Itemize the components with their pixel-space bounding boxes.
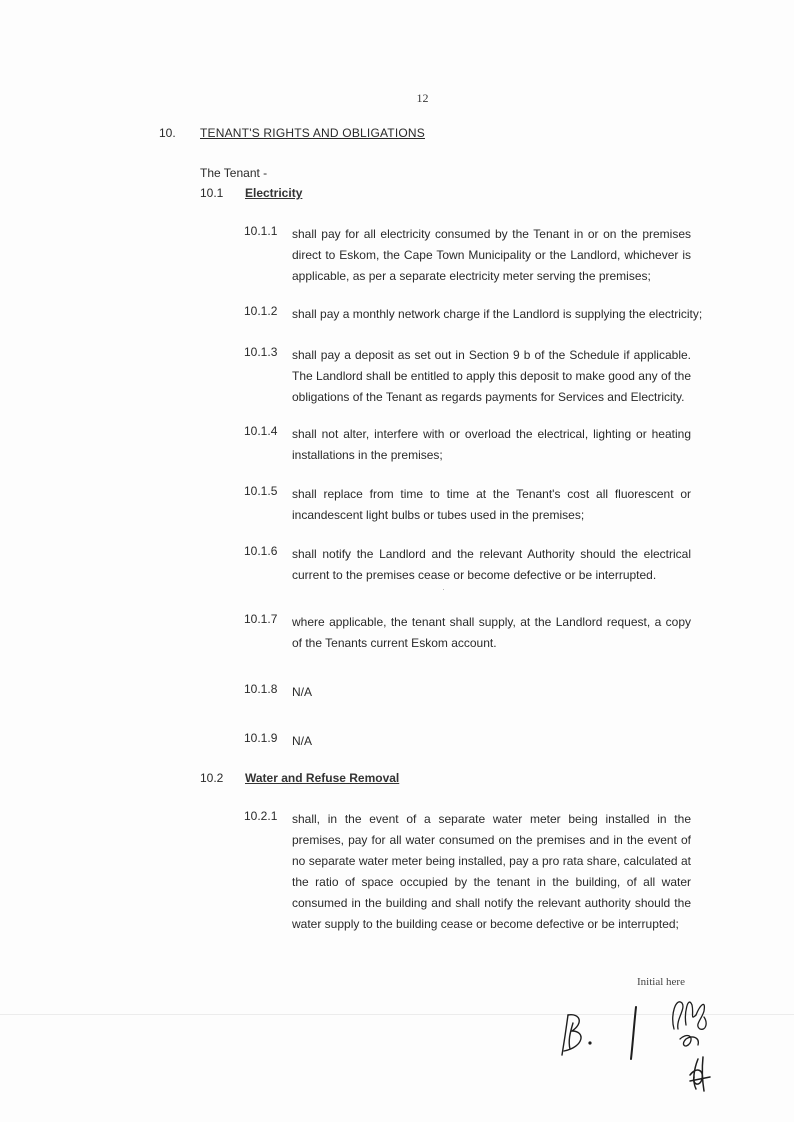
handwritten-initials-signature bbox=[540, 985, 740, 1095]
clause-number: 10.2.1 bbox=[244, 809, 278, 823]
clause-text: shall pay a deposit as set out in Section 9 b of the Schedule if applicable. The Landlord shall be entitled to apply this deposit to make good any of the obligations of the Tenant as regards payments for Services and Electricity. bbox=[292, 348, 691, 404]
clause-number: 10.1.4 bbox=[244, 424, 278, 438]
initial-mark-4 bbox=[690, 1057, 710, 1091]
clause-10-1-8 bbox=[244, 682, 691, 703]
initial-mark-3 bbox=[673, 1002, 706, 1046]
clause-text: where applicable, the tenant shall supply, at the Landlord request, a copy of the Tenants current Eskom account. bbox=[292, 615, 691, 650]
subsection-number-water: 10.2 bbox=[200, 771, 224, 785]
clause-10-1-5 bbox=[244, 484, 691, 526]
clause-10-1-6 bbox=[244, 544, 691, 586]
clause-text: shall not alter, interfere with or overload the electrical, lighting or heating installations in the premises; bbox=[292, 427, 691, 462]
section-number: 10. bbox=[159, 126, 176, 140]
clause-10-1-3 bbox=[244, 345, 691, 408]
section-intro: The Tenant - bbox=[200, 166, 268, 180]
clause-text: shall, in the event of a separate water meter being installed in the premises, pay for all water consumed on the premises and in the event of no separate water meter being installed, pay a pro rata share, calculated at the ratio of space occupied by the tenant in the building, of all water consumed in the building and shall notify the relevant authority should the water supply to the building cease or become defective or be interrupted; bbox=[292, 812, 691, 931]
initial-mark-1 bbox=[562, 1015, 591, 1055]
clause-10-1-1 bbox=[244, 224, 691, 287]
clause-text: shall replace from time to time at the Tenant's cost all fluorescent or incandescent light bulbs or tubes used in the premises; bbox=[292, 487, 691, 522]
page-number: 12 bbox=[416, 91, 429, 105]
clause-text: shall pay for all electricity consumed by the Tenant in or on the premises direct to Eskom, the Cape Town Municipality or the Landlord, whichever is applicable, as per a separate electricity meter serving the premises; bbox=[292, 227, 691, 283]
clause-number: 10.1.8 bbox=[244, 682, 278, 696]
subsection-number-electricity: 10.1 bbox=[200, 186, 224, 200]
clause-10-1-4 bbox=[244, 424, 691, 466]
subsection-title-water: Water and Refuse Removal bbox=[245, 771, 400, 785]
clause-text: shall notify the Landlord and the relevant Authority should the electrical current to the premises cease or become defective or be interrupted. bbox=[292, 547, 691, 582]
clause-number: 10.1.6 bbox=[244, 544, 278, 558]
clause-text: N/A bbox=[292, 734, 313, 748]
clause-text: N/A bbox=[292, 685, 313, 699]
clause-number: 10.1.1 bbox=[244, 224, 278, 238]
scan-speck bbox=[443, 589, 444, 590]
clause-number: 10.1.9 bbox=[244, 731, 278, 745]
clause-number: 10.1.2 bbox=[244, 304, 278, 318]
clause-10-1-9 bbox=[244, 731, 691, 752]
initial-here-label: Initial here bbox=[637, 976, 685, 988]
clause-number: 10.1.5 bbox=[244, 484, 278, 498]
initial-mark-2 bbox=[631, 1007, 636, 1059]
clause-text: shall pay a monthly network charge if the Landlord is supplying the electricity; bbox=[292, 307, 703, 321]
clause-10-1-2 bbox=[244, 304, 703, 325]
clause-10-1-7 bbox=[244, 612, 691, 654]
section-title: TENANT'S RIGHTS AND OBLIGATIONS bbox=[200, 126, 425, 140]
clause-number: 10.1.3 bbox=[244, 345, 278, 359]
clause-10-2-1 bbox=[244, 809, 691, 935]
clause-number: 10.1.7 bbox=[244, 612, 278, 626]
subsection-title-electricity: Electricity bbox=[245, 186, 303, 200]
